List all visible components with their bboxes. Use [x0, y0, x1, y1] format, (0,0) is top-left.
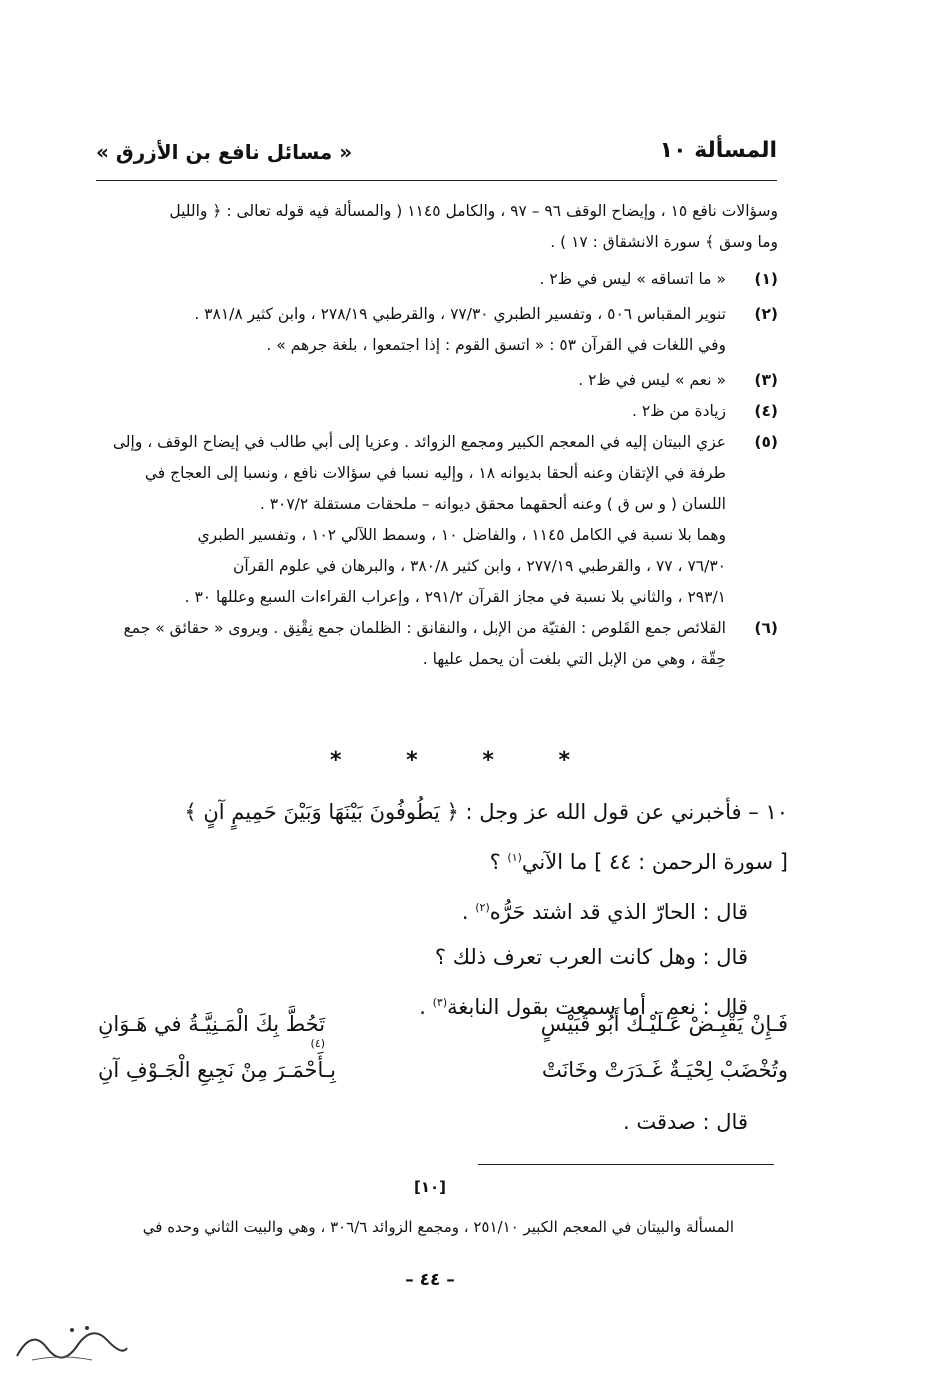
punctuation: ؟ — [489, 850, 508, 874]
punctuation: . — [461, 900, 476, 924]
surah-reference: [ سورة الرحمن : ٤٤ ] ما الآني — [521, 850, 788, 874]
bottom-footnote: المسألة والبيتان في المعجم الكبير ٢٥١/١٠ ، ومجمع الزوائد ٣٠٦/٦ ، وهي والبيت الثاني وحده في — [142, 1218, 734, 1236]
footnote-continuation — [98, 196, 778, 258]
header-book-title: « مسائل نافع بن الأزرق » — [96, 140, 353, 164]
footnote-number: (٤) — [754, 402, 778, 420]
footnote-number: (٢) — [754, 305, 778, 323]
main-text — [98, 790, 788, 1030]
closing-line — [98, 1100, 788, 1145]
footnote-line: اللسان ( و س ق ) وعنه ألحقهما محقق ديوانه – ملحقات مستقلة ٣٠٧/٢ . — [259, 495, 726, 513]
footnote-number: (٦) — [754, 619, 778, 637]
verse-second-hemistich — [98, 1012, 325, 1060]
footnote-line: وفي اللغات في القرآن ٥٣ : « اتسق القوم : إذا اجتمعوا ، بلغة جرهم » . — [266, 336, 726, 354]
separator-star: * — [406, 748, 418, 773]
header-divider — [96, 180, 777, 181]
separator-star: * — [330, 748, 342, 773]
footnote-line: حِقّة ، وهي من الإبل التي بلغت أن يحمل عليها . — [422, 650, 726, 668]
punctuation: . — [419, 995, 433, 1019]
header-chapter-title: المسألة ١٠ — [659, 138, 777, 163]
footnote-1 — [98, 264, 778, 295]
poem-verse-2 — [98, 1058, 788, 1082]
footnote-3 — [98, 365, 778, 396]
footnote-line: ٢٩٣/١ ، والثاني بلا نسبة في مجاز القرآن ٢٩١/٢ ، وإعراب القراءات السبع وعللها ٣٠ . — [184, 588, 726, 606]
footnote-6 — [98, 613, 778, 675]
answer-text: قال : الحارّ الذي قد اشتد حَرُّه — [489, 900, 748, 924]
footnote-line: القلائص جمع القَلوص : الفتيّة من الإبل ، والنقانق : الظلمان جمع نِقْنِق . ويروى « حقائق » جمع — [123, 619, 726, 637]
separator-star: * — [558, 748, 570, 773]
footnote-number: (٣) — [754, 371, 778, 389]
footnote-number: (١) — [754, 270, 778, 288]
question-line-2: قال : وهل كانت العرب تعرف ذلك ؟ — [434, 945, 748, 969]
section-reference: [١٠] — [413, 1178, 447, 1196]
footnote-5 — [98, 427, 778, 613]
answer-text: قال : نعم . أما سمعت بقول النابغة — [447, 995, 748, 1019]
footnotes-section — [98, 196, 778, 675]
verse-text: تَحُطَّ بِكَ الْمَـنِيَّـةُ في هَـوَانِ — [98, 1012, 326, 1036]
separator-star: * — [482, 748, 494, 773]
footnote-line: « نعم » ليس في ظ٢ . — [578, 371, 726, 389]
footnote-divider — [478, 1164, 774, 1165]
footnote-4 — [98, 396, 778, 427]
footnote-ref: (٤) — [310, 1037, 326, 1050]
answer-line — [98, 885, 788, 935]
footnote-number: (٥) — [754, 433, 778, 451]
footnote-ref: (٣) — [432, 996, 448, 1009]
surah-reference-line — [98, 835, 788, 885]
footnote-line: تنوير المقباس ٥٠٦ ، وتفسير الطبري ٧٧/٣٠ ، والقرطبي ٢٧٨/١٩ ، وابن كثير ٣٨١/٨ . — [194, 305, 726, 323]
poem-verse-1 — [98, 1012, 788, 1060]
section-separator — [330, 748, 570, 773]
footnote-ref: (٢) — [475, 901, 490, 914]
page-number: – ٤٤ – — [405, 1270, 455, 1290]
library-stamp-logo — [12, 1318, 132, 1368]
footnote-line: عزي البيتان إليه في المعجم الكبير ومجمع الزوائد . وعزيا إلى أبي طالب في إيضاح الوقف ، وإلى — [112, 433, 726, 451]
footnote-ref: (١) — [507, 851, 522, 864]
verse-second-hemistich: بِـأَحْمَـرَ مِنْ نَجِيعِ الْجَـوْفِ آنِ — [98, 1058, 336, 1082]
footnote-continuation-line: وسؤالات نافع ١٥ ، وإيضاح الوقف ٩٦ – ٩٧ ، والكامل ١١٤٥ ( والمسألة فيه قوله تعالى : ﴿ والليل — [169, 202, 778, 220]
verse-first-hemistich: فَـإِنْ يَقْبِـضْ عَـلَيْـكَ أَبُو قُبَيْسٍ — [540, 1012, 788, 1036]
footnote-line: « ما اتساقه » ليس في ظ٢ . — [539, 270, 726, 288]
running-header — [96, 138, 777, 178]
footnote-continuation-line: وما وسق ﴾ سورة الانشقاق : ١٧ ) . — [550, 233, 778, 251]
question-line: ١٠ – فأخبرني عن قول الله عز وجل : ﴿ يَطُوفُونَ بَيْنَهَا وَبَيْنَ حَمِيمٍ آنٍ ﴾ — [184, 800, 788, 824]
footnote-line: ٧٦/٣٠ ، ٧٧ ، والقرطبي ٢٧٧/١٩ ، وابن كثير ٣٨٠/٨ ، والبرهان في علوم القرآن — [232, 557, 726, 575]
footnote-2 — [98, 299, 778, 361]
footnote-line: زيادة من ظ٢ . — [631, 402, 726, 420]
footnote-line: طرفة في الإتقان وعنه ألحقا بديوانه ١٨ ، وإليه نسبا في سؤالات نافع ، ونسبا إلى العجاج في — [144, 464, 726, 482]
closing-text: قال : صدقت . — [623, 1110, 748, 1134]
footnote-line: وهما بلا نسبة في الكامل ١١٤٥ ، والفاضل ١٠ ، وسمط اللآلي ١٠٢ ، وتفسير الطبري — [197, 526, 726, 544]
verse-first-hemistich: وتُخْضَبْ لِحْيَـةٌ غَـدَرَتْ وخَانَتْ — [541, 1058, 788, 1082]
